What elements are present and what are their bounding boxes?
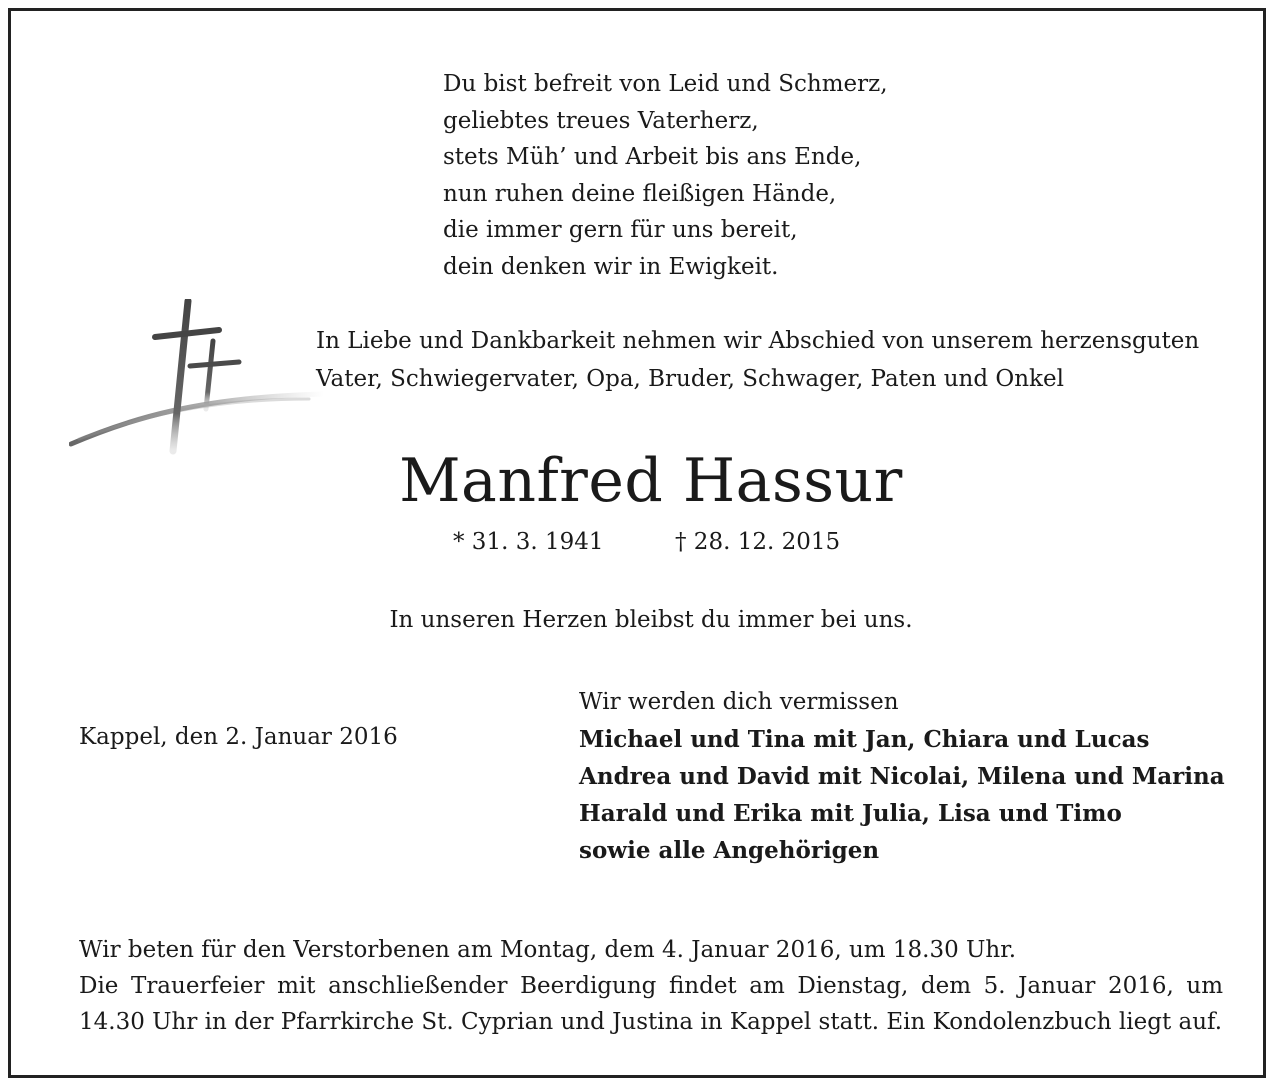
poem-line: dein denken wir in Ewigkeit. [443, 253, 779, 280]
intro-text [316, 322, 1199, 398]
place-date: Kappel, den 2. Januar 2016 [79, 724, 398, 750]
intro-line: In Liebe und Dankbarkeit nehmen wir Abschied von unserem herzensguten [316, 328, 1200, 354]
poem [443, 66, 888, 286]
poem-line: Du bist befreit von Leid und Schmerz, [443, 71, 888, 97]
family-intro: Wir werden dich vermissen [579, 689, 899, 715]
intro-line: Vater, Schwiegervater, Opa, Bruder, Schwager, Paten und Onkel [316, 366, 1064, 392]
poem-line: die immer gern für uns bereit, [443, 217, 798, 244]
obituary-frame [8, 8, 1266, 1078]
family-line: sowie alle Angehörigen [579, 837, 880, 864]
service-notice [79, 932, 1223, 1040]
poem-line: stets Müh’ und Arbeit bis ans Ende, [443, 144, 862, 171]
family-line: Harald und Erika mit Julia, Lisa und Timo [579, 800, 1122, 827]
prayer-notice: Wir beten für den Verstorbenen am Montag, dem 4. Januar 2016, um 18.30 Uhr. [79, 937, 1017, 963]
birth-date: * 31. 3. 1941 [453, 529, 604, 555]
family-signature [579, 684, 1225, 869]
poem-line: nun ruhen deine fleißigen Hände, [443, 180, 837, 207]
family-line: Michael und Tina mit Jan, Chiara und Lucas [579, 726, 1150, 753]
family-line: Andrea und David mit Nicolai, Milena und Marina [579, 763, 1225, 790]
motto: In unseren Herzen bleibst du immer bei uns. [389, 607, 913, 633]
deceased-name: Manfred Hassur [399, 446, 903, 516]
death-date: † 28. 12. 2015 [675, 529, 841, 555]
poem-line: geliebtes treues Vaterherz, [443, 107, 759, 134]
funeral-notice: Die Trauerfeier mit anschließender Beerdigung findet am Dienstag, dem 5. Januar 2016, um 14.30 Uhr in der Pfarrkirche St. Cyprian und Justina in Kappel statt. Ein Kondolenzbuch liegt auf. [79, 973, 1223, 1035]
crosses-icon [69, 299, 329, 459]
